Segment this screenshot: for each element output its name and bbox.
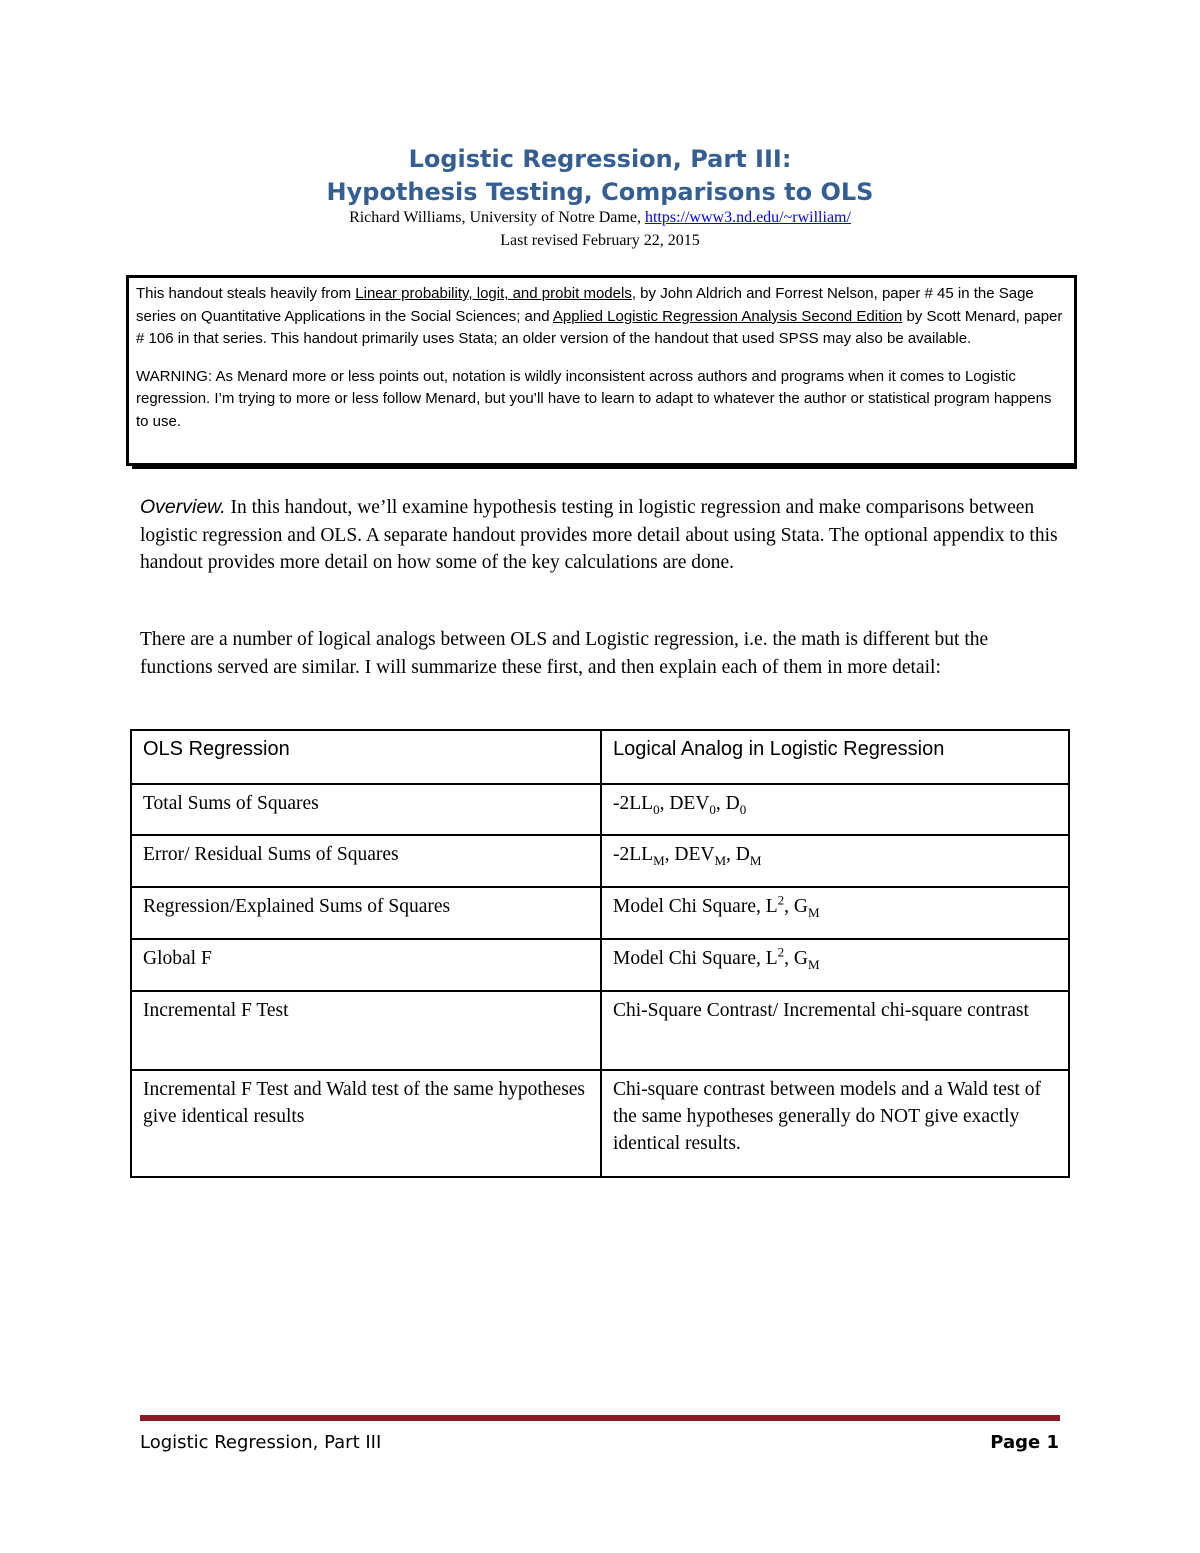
book-title-menard: Applied Logistic Regression Analysis Second Edition <box>552 307 903 325</box>
subscript: M <box>749 852 762 868</box>
cell-text: , G <box>784 948 808 969</box>
table-row <box>131 887 1069 939</box>
notice-text: by Scott Menard, paper # 106 in that series. This handout primarily uses Stata; an older version of the handout that used SPSS may also be available. <box>136 307 1063 347</box>
table-header-row <box>131 730 1069 784</box>
overview-text: In this handout, we’ll examine hypothesis testing in logistic regression and make comparisons between logistic regression and OLS. A separate handout provides more detail about using Stata. The optional appendix to this handout provides more detail on how some of the key calculations are done. <box>140 497 1058 573</box>
subscript: 0 <box>653 801 660 817</box>
logistic-cell: Chi-square contrast between models and a Wald test of the same hypotheses generally do NOT give exactly identical results. <box>601 1070 1069 1177</box>
header-ols: OLS Regression <box>131 730 601 784</box>
ols-cell: Incremental F Test <box>131 991 601 1070</box>
notice-text: This handout steals heavily from <box>136 285 356 302</box>
cell-text: , D <box>715 793 740 814</box>
table-row <box>131 991 1069 1070</box>
cell-text: , D <box>726 844 750 865</box>
intro-paragraph: There are a number of logical analogs between OLS and Logistic regression, i.e. the math is different but the functions served are similar. I will summarize these first, and then explain each of them in more detail: <box>140 629 989 678</box>
cell-text: , DEV <box>659 793 710 814</box>
author-website-link[interactable]: https://www3.nd.edu/~rwilliam/ <box>644 209 851 226</box>
overview-label: Overview. <box>140 496 226 518</box>
subscript: M <box>653 852 665 868</box>
footer-page-number: Page 1 <box>990 1432 1059 1453</box>
superscript: 2 <box>777 892 785 908</box>
ols-cell: Incremental F Test and Wald test of the same hypotheses give identical results <box>131 1070 601 1177</box>
logistic-cell <box>601 939 1069 991</box>
book-title-aldrich-nelson: Linear probability, logit, and probit models <box>355 285 632 302</box>
cell-text: Model Chi Square, L <box>613 948 778 969</box>
cell-text: -2LL <box>613 844 654 865</box>
ols-cell: Total Sums of Squares <box>131 784 601 835</box>
subscript: 0 <box>739 801 747 817</box>
subscript: M <box>714 852 727 868</box>
author-line <box>0 208 1200 228</box>
superscript: 2 <box>777 944 785 960</box>
table-row <box>131 1070 1069 1177</box>
cell-text: , G <box>784 896 808 917</box>
cell-text: Model Chi Square, L <box>613 896 778 917</box>
table-row <box>131 835 1069 887</box>
logistic-cell: Chi-Square Contrast/ Incremental chi-square contrast <box>601 991 1069 1070</box>
revision-date: Last revised February 22, 2015 <box>500 232 700 249</box>
ols-cell: Global F <box>131 939 601 991</box>
cell-text: -2LL <box>613 793 654 814</box>
footer-document-title: Logistic Regression, Part III <box>140 1432 382 1453</box>
ols-cell: Regression/Explained Sums of Squares <box>131 887 601 939</box>
header-logistic: Logical Analog in Logistic Regression <box>601 730 1069 784</box>
author-text: Richard Williams, University of Notre Dame, <box>349 209 645 226</box>
table-row <box>131 784 1069 835</box>
notice-box <box>126 275 1077 466</box>
subscript: M <box>808 904 820 920</box>
analogs-table <box>130 729 1070 1178</box>
ols-cell: Error/ Residual Sums of Squares <box>131 835 601 887</box>
document-title-line1: Logistic Regression, Part III: <box>408 145 792 173</box>
subscript: M <box>808 956 820 972</box>
subscript: 0 <box>709 801 716 817</box>
notice-paragraph-1 <box>136 283 1067 351</box>
notice-text: , by John Aldrich and Forrest Nelson, paper # 45 in the Sage series on Quantitative Applications in the Social Sciences; and <box>136 285 1034 325</box>
cell-text: , DEV <box>664 844 715 865</box>
notice-warning: WARNING: As Menard more or less points out, notation is wildly inconsistent across authors and programs when it comes to Logistic regression. I’m trying to more or less follow Menard, but you’ll have to learn to adapt to whatever the author or statistical program happens to use. <box>136 367 1052 430</box>
logistic-cell <box>601 835 1069 887</box>
logistic-cell <box>601 887 1069 939</box>
logistic-cell <box>601 784 1069 835</box>
overview-paragraph <box>140 494 1060 577</box>
document-title-line2: Hypothesis Testing, Comparisons to OLS <box>326 178 874 206</box>
table-row <box>131 939 1069 991</box>
footer-rule <box>140 1415 1060 1421</box>
